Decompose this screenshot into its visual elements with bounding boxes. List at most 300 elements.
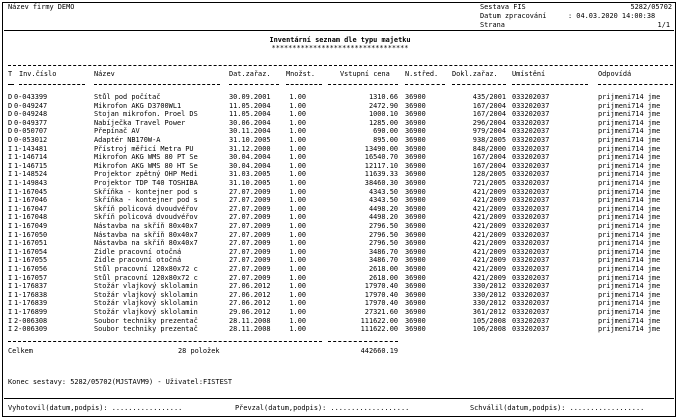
report-title: Inventární seznam dle typu majetku xyxy=(269,36,411,44)
row-qty: 1.00 xyxy=(289,239,306,248)
row-date: 31.03.2005 xyxy=(229,170,271,179)
row-value: 17970.40 xyxy=(364,299,398,308)
page-value: 1/1 xyxy=(657,21,670,29)
col-date: Dat.zařaz. xyxy=(229,70,271,78)
title-underline: ********************************* xyxy=(271,44,409,52)
row-place: 033202037 xyxy=(512,290,550,299)
row-doc: 167/2004 xyxy=(472,110,506,119)
total-value: 442660.19 xyxy=(360,347,398,355)
row-center: 36900 xyxy=(405,144,426,153)
row-name: Stožár vlajkový sklolamin xyxy=(94,299,198,308)
row-place: 033202037 xyxy=(512,170,550,179)
row-value: 111622.00 xyxy=(360,316,398,325)
row-type: I xyxy=(8,153,13,162)
page-label: Strana xyxy=(480,21,505,29)
row-name: Stůl pod počítač xyxy=(94,93,161,101)
row-doc: 435/2001 xyxy=(472,93,506,101)
row-center: 36900 xyxy=(405,308,426,316)
row-resp: prijmeni714 jme xyxy=(598,325,661,334)
row-place: 033202037 xyxy=(512,127,550,136)
row-inv: 1-167057 xyxy=(14,273,48,282)
col-resp: Odpovídá xyxy=(598,70,632,78)
row-inv: 1-167050 xyxy=(14,230,48,239)
row-type: I xyxy=(8,179,13,187)
row-qty: 1.00 xyxy=(289,127,306,136)
row-type: I xyxy=(8,222,13,230)
row-place: 033202037 xyxy=(512,187,550,196)
row-place: 033202037 xyxy=(512,308,550,316)
row-type: D xyxy=(8,118,13,127)
row-name: Stožár vlajkový sklolamin xyxy=(94,282,198,291)
row-place: 033202037 xyxy=(512,101,550,110)
row-qty: 1.00 xyxy=(289,179,306,187)
row-value: 2472.90 xyxy=(368,101,398,110)
row-center: 36900 xyxy=(405,93,426,101)
row-doc: 330/2012 xyxy=(472,299,506,308)
row-doc: 296/2004 xyxy=(472,118,506,127)
row-type: I xyxy=(8,308,13,316)
row-doc: 421/2009 xyxy=(472,222,506,230)
row-value: 1000.10 xyxy=(368,110,398,119)
row-date: 27.07.2009 xyxy=(229,239,271,248)
signature-approved: Schválil(datum,podpis): .................. xyxy=(470,404,645,412)
row-inv: 1-167054 xyxy=(14,247,48,256)
row-type: I xyxy=(8,213,13,222)
row-date: 27.07.2009 xyxy=(229,222,271,230)
row-place: 033202037 xyxy=(512,247,550,256)
row-type: I xyxy=(8,204,13,213)
row-name: Skříň policová dvoudvéřov xyxy=(94,204,198,213)
report-label: Sestava FIS xyxy=(480,3,526,11)
row-date: 27.07.2009 xyxy=(229,196,271,205)
row-name: Skříňka - kontejner pod s xyxy=(94,196,198,205)
row-place: 033202037 xyxy=(512,273,550,282)
row-type: D xyxy=(8,101,13,110)
row-date: 30.04.2004 xyxy=(229,153,271,162)
row-type: D xyxy=(8,136,13,144)
row-resp: prijmeni714 jme xyxy=(598,299,661,308)
row-doc: 106/2008 xyxy=(472,325,506,334)
row-qty: 1.00 xyxy=(289,213,306,222)
row-center: 36900 xyxy=(405,273,426,282)
row-center: 36900 xyxy=(405,110,426,119)
row-resp: prijmeni714 jme xyxy=(598,153,661,162)
row-value: 2618.00 xyxy=(368,273,398,282)
row-inv: 1-146715 xyxy=(14,161,48,170)
row-date: 31.12.2000 xyxy=(229,144,271,153)
row-doc: 421/2009 xyxy=(472,230,506,239)
row-resp: prijmeni714 jme xyxy=(598,187,661,196)
row-inv: 0-053012 xyxy=(14,136,48,144)
row-qty: 1.00 xyxy=(289,204,306,213)
col-center: N.střed. xyxy=(405,70,439,78)
row-center: 36900 xyxy=(405,153,426,162)
row-value: 4498.20 xyxy=(368,204,398,213)
row-inv: 2-006309 xyxy=(14,325,48,334)
row-qty: 1.00 xyxy=(289,247,306,256)
row-doc: 330/2012 xyxy=(472,282,506,291)
row-doc: 721/2005 xyxy=(472,179,506,187)
row-inv: 1-146714 xyxy=(14,153,48,162)
signature-prepared: Vyhotovil(datum,podpis): ................. xyxy=(8,404,183,412)
col-t: T xyxy=(8,70,13,78)
row-qty: 1.00 xyxy=(289,161,306,170)
row-center: 36900 xyxy=(405,239,426,248)
row-place: 033202037 xyxy=(512,325,550,334)
row-doc: 128/2005 xyxy=(472,170,506,179)
row-date: 28.11.2008 xyxy=(229,316,271,325)
row-name: Stůl pracovní 120x80x72 c xyxy=(94,273,198,282)
row-name: Stůl pracovní 120x80x72 c xyxy=(94,265,198,273)
row-inv: 1-176839 xyxy=(14,299,48,308)
row-name: Nástavba na skříň 80x40x7 xyxy=(94,230,198,239)
header-divider xyxy=(4,30,674,31)
row-name: Nástavba na skříň 80x40x7 xyxy=(94,222,198,230)
row-center: 36900 xyxy=(405,316,426,325)
row-type: I xyxy=(8,325,13,334)
row-qty: 1.00 xyxy=(289,118,306,127)
row-type: I xyxy=(8,299,13,308)
row-inv: 0-049248 xyxy=(14,110,48,119)
row-value: 17970.40 xyxy=(364,282,398,291)
row-place: 033202037 xyxy=(512,316,550,325)
row-center: 36900 xyxy=(405,161,426,170)
row-doc: 167/2004 xyxy=(472,153,506,162)
row-center: 36900 xyxy=(405,299,426,308)
row-center: 36900 xyxy=(405,325,426,334)
col-inv: Inv.číslo xyxy=(19,70,57,78)
row-type: D xyxy=(8,127,13,136)
row-value: 17970.40 xyxy=(364,290,398,299)
row-place: 033202037 xyxy=(512,204,550,213)
row-qty: 1.00 xyxy=(289,290,306,299)
report-code: 5282/05702 xyxy=(630,3,672,11)
row-qty: 1.00 xyxy=(289,230,306,239)
row-place: 033202037 xyxy=(512,118,550,127)
row-center: 36900 xyxy=(405,170,426,179)
row-date: 30.04.2004 xyxy=(229,161,271,170)
row-value: 11639.33 xyxy=(364,170,398,179)
row-doc: 330/2012 xyxy=(472,290,506,299)
row-value: 1310.66 xyxy=(368,93,398,101)
row-center: 36900 xyxy=(405,247,426,256)
row-resp: prijmeni714 jme xyxy=(598,179,661,187)
row-inv: 1-167048 xyxy=(14,213,48,222)
row-qty: 1.00 xyxy=(289,93,306,101)
row-inv: 0-049377 xyxy=(14,118,48,127)
row-resp: prijmeni714 jme xyxy=(598,282,661,291)
row-date: 27.07.2009 xyxy=(229,273,271,282)
row-inv: 1-143481 xyxy=(14,144,48,153)
row-resp: prijmeni714 jme xyxy=(598,127,661,136)
row-qty: 1.00 xyxy=(289,316,306,325)
footer-divider xyxy=(4,398,674,399)
row-type: I xyxy=(8,316,13,325)
row-qty: 1.00 xyxy=(289,110,306,119)
row-center: 36900 xyxy=(405,282,426,291)
total-dashes-value xyxy=(328,341,398,342)
row-qty: 1.00 xyxy=(289,170,306,179)
row-type: I xyxy=(8,290,13,299)
row-type: I xyxy=(8,144,13,153)
row-doc: 361/2012 xyxy=(472,308,506,316)
row-center: 36900 xyxy=(405,256,426,265)
row-value: 111622.00 xyxy=(360,325,398,334)
row-place: 033202037 xyxy=(512,144,550,153)
row-place: 033202037 xyxy=(512,282,550,291)
row-center: 36900 xyxy=(405,127,426,136)
row-doc: 421/2009 xyxy=(472,273,506,282)
row-type: I xyxy=(8,282,13,291)
row-resp: prijmeni714 jme xyxy=(598,170,661,179)
signature-received: Převzal(datum,podpis): ................... xyxy=(235,404,410,412)
row-value: 4343.50 xyxy=(368,196,398,205)
row-value: 1285.00 xyxy=(368,118,398,127)
col-name: Název xyxy=(94,70,115,78)
row-date: 27.07.2009 xyxy=(229,204,271,213)
row-inv: 1-149843 xyxy=(14,179,48,187)
row-date: 30.06.2004 xyxy=(229,118,271,127)
row-date: 27.06.2012 xyxy=(229,299,271,308)
row-place: 033202037 xyxy=(512,110,550,119)
row-date: 27.07.2009 xyxy=(229,187,271,196)
row-place: 033202037 xyxy=(512,179,550,187)
row-doc: 167/2004 xyxy=(472,161,506,170)
row-date: 27.07.2009 xyxy=(229,230,271,239)
row-resp: prijmeni714 jme xyxy=(598,144,661,153)
row-type: I xyxy=(8,239,13,248)
row-date: 27.07.2009 xyxy=(229,265,271,273)
row-date: 27.06.2012 xyxy=(229,282,271,291)
row-resp: prijmeni714 jme xyxy=(598,316,661,325)
row-qty: 1.00 xyxy=(289,196,306,205)
row-qty: 1.00 xyxy=(289,222,306,230)
row-date: 31.10.2005 xyxy=(229,136,271,144)
row-place: 033202037 xyxy=(512,239,550,248)
row-name: Soubor techniky prezentač xyxy=(94,325,198,334)
row-center: 36900 xyxy=(405,101,426,110)
row-name: Židle pracovní otočná xyxy=(94,247,182,256)
row-inv: 1-167045 xyxy=(14,187,48,196)
row-resp: prijmeni714 jme xyxy=(598,239,661,248)
row-qty: 1.00 xyxy=(289,325,306,334)
row-resp: prijmeni714 jme xyxy=(598,118,661,127)
row-qty: 1.00 xyxy=(289,187,306,196)
row-doc: 421/2009 xyxy=(472,187,506,196)
processed-label: Datum zpracování xyxy=(480,12,547,20)
row-resp: prijmeni714 jme xyxy=(598,161,661,170)
row-name: Mikrofon AKG D3700WL1 xyxy=(94,101,182,110)
row-qty: 1.00 xyxy=(289,153,306,162)
row-resp: prijmeni714 jme xyxy=(598,247,661,256)
row-qty: 1.00 xyxy=(289,144,306,153)
row-value: 3486.70 xyxy=(368,256,398,265)
row-value: 27321.60 xyxy=(364,308,398,316)
row-value: 2796.50 xyxy=(368,230,398,239)
row-value: 12117.10 xyxy=(364,161,398,170)
row-doc: 421/2009 xyxy=(472,213,506,222)
row-resp: prijmeni714 jme xyxy=(598,213,661,222)
row-inv: 1-167049 xyxy=(14,222,48,230)
row-name: Skříň policová dvoudvéřov xyxy=(94,213,198,222)
row-name: Nabíječka Travel Power xyxy=(94,118,186,127)
row-place: 033202037 xyxy=(512,153,550,162)
row-value: 16540.70 xyxy=(364,153,398,162)
row-name: Mikrofon AKG WMS 80 PT Se xyxy=(94,153,198,162)
row-doc: 421/2009 xyxy=(472,239,506,248)
row-center: 36900 xyxy=(405,136,426,144)
row-inv: 1-167056 xyxy=(14,265,48,273)
row-inv: 1-176837 xyxy=(14,282,48,291)
row-type: I xyxy=(8,265,13,273)
row-type: I xyxy=(8,273,13,282)
row-place: 033202037 xyxy=(512,299,550,308)
row-type: I xyxy=(8,170,13,179)
row-doc: 105/2008 xyxy=(472,316,506,325)
row-name: Projektor zpětný OHP Medi xyxy=(94,170,198,179)
row-center: 36900 xyxy=(405,204,426,213)
row-date: 28.11.2008 xyxy=(229,325,271,334)
row-name: Přepínač AV xyxy=(94,127,140,136)
row-type: I xyxy=(8,161,13,170)
row-value: 690.00 xyxy=(373,127,398,136)
row-resp: prijmeni714 jme xyxy=(598,196,661,205)
row-value: 4343.50 xyxy=(368,187,398,196)
row-inv: 0-043399 xyxy=(14,93,48,101)
row-value: 2618.00 xyxy=(368,265,398,273)
row-name: Mikrofon AKG WMS 80 HT Se xyxy=(94,161,198,170)
row-doc: 848/2000 xyxy=(472,144,506,153)
col-value: Vstupní cena xyxy=(340,70,390,78)
row-value: 3486.70 xyxy=(368,247,398,256)
company-name: Název firmy DEMO xyxy=(8,3,75,11)
row-center: 36900 xyxy=(405,179,426,187)
row-resp: prijmeni714 jme xyxy=(598,230,661,239)
row-doc: 421/2009 xyxy=(472,247,506,256)
row-place: 033202037 xyxy=(512,222,550,230)
row-resp: prijmeni714 jme xyxy=(598,308,661,316)
row-resp: prijmeni714 jme xyxy=(598,290,661,299)
row-doc: 421/2009 xyxy=(472,196,506,205)
row-inv: 1-148524 xyxy=(14,170,48,179)
row-type: D xyxy=(8,110,13,119)
row-center: 36900 xyxy=(405,196,426,205)
row-date: 27.07.2009 xyxy=(229,256,271,265)
row-date: 31.10.2005 xyxy=(229,179,271,187)
row-type: I xyxy=(8,196,13,205)
row-place: 033202037 xyxy=(512,93,550,101)
row-doc: 938/2005 xyxy=(472,136,506,144)
row-name: Projektor TDP T40 TOSHIBA xyxy=(94,179,198,187)
row-doc: 979/2004 xyxy=(472,127,506,136)
row-place: 033202037 xyxy=(512,196,550,205)
row-resp: prijmeni714 jme xyxy=(598,110,661,119)
total-label: Celkem xyxy=(8,347,33,355)
row-center: 36900 xyxy=(405,265,426,273)
row-name: Stožár vlajkový sklolamin xyxy=(94,308,198,316)
row-qty: 1.00 xyxy=(289,265,306,273)
row-place: 033202037 xyxy=(512,265,550,273)
row-qty: 1.00 xyxy=(289,273,306,282)
row-qty: 1.00 xyxy=(289,299,306,308)
row-name: Soubor techniky prezentač xyxy=(94,316,198,325)
row-center: 36900 xyxy=(405,290,426,299)
row-place: 033202037 xyxy=(512,230,550,239)
row-name: Skříňka - kontejner pod s xyxy=(94,187,198,196)
row-inv: 1-167055 xyxy=(14,256,48,265)
row-date: 27.07.2009 xyxy=(229,247,271,256)
row-inv: 1-176899 xyxy=(14,308,48,316)
row-inv: 0-049247 xyxy=(14,101,48,110)
row-doc: 421/2009 xyxy=(472,265,506,273)
row-center: 36900 xyxy=(405,118,426,127)
row-inv: 1-167046 xyxy=(14,196,48,205)
report-end: Konec sestavy: 5282/05702(MJSTAVM9) - Uživatel:FISTEST xyxy=(8,378,233,386)
row-name: Adaptér NB170W-A xyxy=(94,136,161,144)
row-type: I xyxy=(8,247,13,256)
column-top-dashes xyxy=(8,65,673,66)
row-resp: prijmeni714 jme xyxy=(598,101,661,110)
row-resp: prijmeni714 jme xyxy=(598,273,661,282)
row-date: 30.11.2004 xyxy=(229,127,271,136)
row-center: 36900 xyxy=(405,230,426,239)
row-value: 38460.30 xyxy=(364,179,398,187)
row-qty: 1.00 xyxy=(289,101,306,110)
row-place: 033202037 xyxy=(512,136,550,144)
row-qty: 1.00 xyxy=(289,282,306,291)
row-value: 895.00 xyxy=(373,136,398,144)
row-resp: prijmeni714 jme xyxy=(598,222,661,230)
row-center: 36900 xyxy=(405,222,426,230)
row-doc: 421/2009 xyxy=(472,256,506,265)
row-resp: prijmeni714 jme xyxy=(598,136,661,144)
row-name: Nástavba na skříň 80x40x7 xyxy=(94,239,198,248)
row-value: 2796.50 xyxy=(368,222,398,230)
row-date: 11.05.2004 xyxy=(229,101,271,110)
col-qty: Množst. xyxy=(286,70,316,78)
row-center: 36900 xyxy=(405,187,426,196)
row-resp: prijmeni714 jme xyxy=(598,265,661,273)
row-qty: 1.00 xyxy=(289,256,306,265)
row-place: 033202037 xyxy=(512,213,550,222)
row-date: 27.07.2009 xyxy=(229,213,271,222)
row-type: D xyxy=(8,93,13,101)
row-doc: 421/2009 xyxy=(472,204,506,213)
row-place: 033202037 xyxy=(512,256,550,265)
row-date: 29.06.2012 xyxy=(229,308,271,316)
row-value: 13490.00 xyxy=(364,144,398,153)
row-type: I xyxy=(8,230,13,239)
row-center: 36900 xyxy=(405,213,426,222)
row-type: I xyxy=(8,256,13,265)
row-resp: prijmeni714 jme xyxy=(598,93,661,101)
row-value: 2796.50 xyxy=(368,239,398,248)
total-dashes-left xyxy=(8,341,322,342)
row-name: Stojan mikrofon. Proel DS xyxy=(94,110,198,119)
row-date: 30.09.2001 xyxy=(229,93,271,101)
row-qty: 1.00 xyxy=(289,136,306,144)
row-qty: 1.00 xyxy=(289,308,306,316)
row-doc: 167/2004 xyxy=(472,101,506,110)
row-inv: 0-050707 xyxy=(14,127,48,136)
row-date: 27.06.2012 xyxy=(229,290,271,299)
total-count: 28 položek xyxy=(178,347,220,355)
row-inv: 1-167051 xyxy=(14,239,48,248)
row-inv: 2-006308 xyxy=(14,316,48,325)
row-date: 11.05.2004 xyxy=(229,110,271,119)
processed-value: : 04.03.2020 14:00:38 xyxy=(568,12,656,20)
row-name: Stožár vlajkový sklolamin xyxy=(94,290,198,299)
